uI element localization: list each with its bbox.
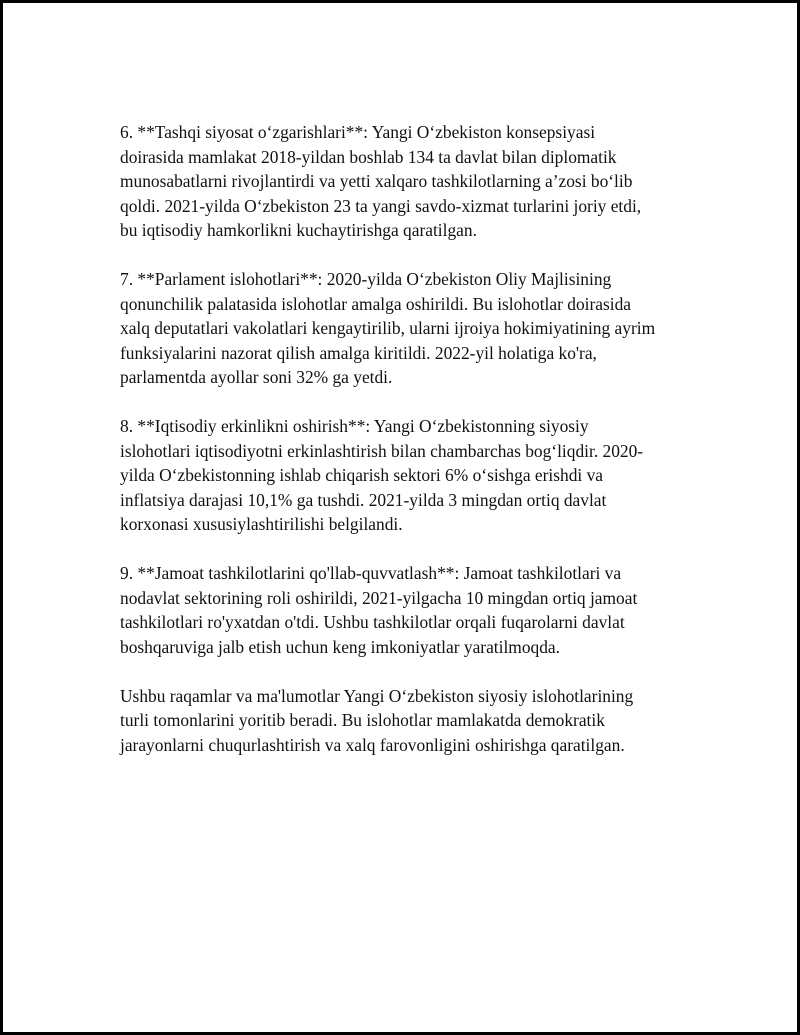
text-line: jarayonlarni chuqurlashtirish va xalq farovonligini oshirishga qaratilgan. [120,734,625,755]
text-line: 7. **Parlament islohotlari**: 2020-yilda O‘zbekiston Oliy Majlisining [120,269,612,289]
text-line: doirasida mamlakat 2018-yildan boshlab 134 ta davlat bilan diplomatik [120,146,617,167]
text-line: funksiyalarini nazorat qilish amalga kiritildi. 2022-yil holatiga ko'ra, [120,342,597,363]
paragraph-parliament-reforms [120,267,700,390]
paragraph-conclusion [120,684,700,758]
text-line: munosabatlarni rivojlantirdi va yetti xalqaro tashkilotlarning a’zosi bo‘lib [120,171,633,191]
text-line: 9. **Jamoat tashkilotlarini qo'llab-quvvatlash**: Jamoat tashkilotlari va [120,563,622,583]
paragraph-economic-freedom [120,414,700,537]
text-line: inflatsiya darajasi 10,1% ga tushdi. 2021-yilda 3 mingdan ortiq davlat [120,489,607,510]
paragraph-public-organizations [120,561,700,659]
text-line: Ushbu raqamlar va ma'lumotlar Yangi O‘zbekiston siyosiy islohotlarining [120,685,634,706]
text-line: islohotlari iqtisodiyotni erkinlashtirish bilan chambarchas bog‘liqdir. 2020- [120,440,644,461]
text-line: xalq deputatlari vakolatlari kengaytirilib, ularni ijroiya hokimiyatining ayrim [120,318,656,338]
text-line: 6. **Tashqi siyosat o‘zgarishlari**: Yangi O‘zbekiston konsepsiyasi [120,122,596,142]
text-line: tashkilotlari ro'yxatdan o'tdi. Ushbu tashkilotlar orqali fuqarolarni davlat [120,612,625,632]
text-line: korxonasi xususiylashtirilishi belgilandi. [120,514,403,534]
text-line: parlamentda ayollar soni 32% ga yetdi. [120,367,393,387]
text-line: nodavlat sektorining roli oshirildi, 2021-yilgacha 10 mingdan ortiq jamoat [120,587,638,608]
text-line: boshqaruviga jalb etish uchun keng imkoniyatlar yaratilmoqda. [120,636,560,657]
text-line: yilda O‘zbekistonning ishlab chiqarish sektori 6% o‘sishga erishdi va [120,465,603,485]
document-body [120,120,700,782]
text-line: 8. **Iqtisodiy erkinlikni oshirish**: Yangi O‘zbekistonning siyosiy [120,416,589,436]
text-line: qoldi. 2021-yilda O‘zbekiston 23 ta yangi savdo-xizmat turlarini joriy etdi, [120,195,642,216]
text-line: qonunchilik palatasida islohotlar amalga oshirildi. Bu islohotlar doirasida [120,293,631,314]
paragraph-foreign-policy [120,120,700,243]
text-line: bu iqtisodiy hamkorlikni kuchaytirishga qaratilgan. [120,220,477,240]
text-line: turli tomonlarini yoritib beradi. Bu islohotlar mamlakatda demokratik [120,710,605,730]
